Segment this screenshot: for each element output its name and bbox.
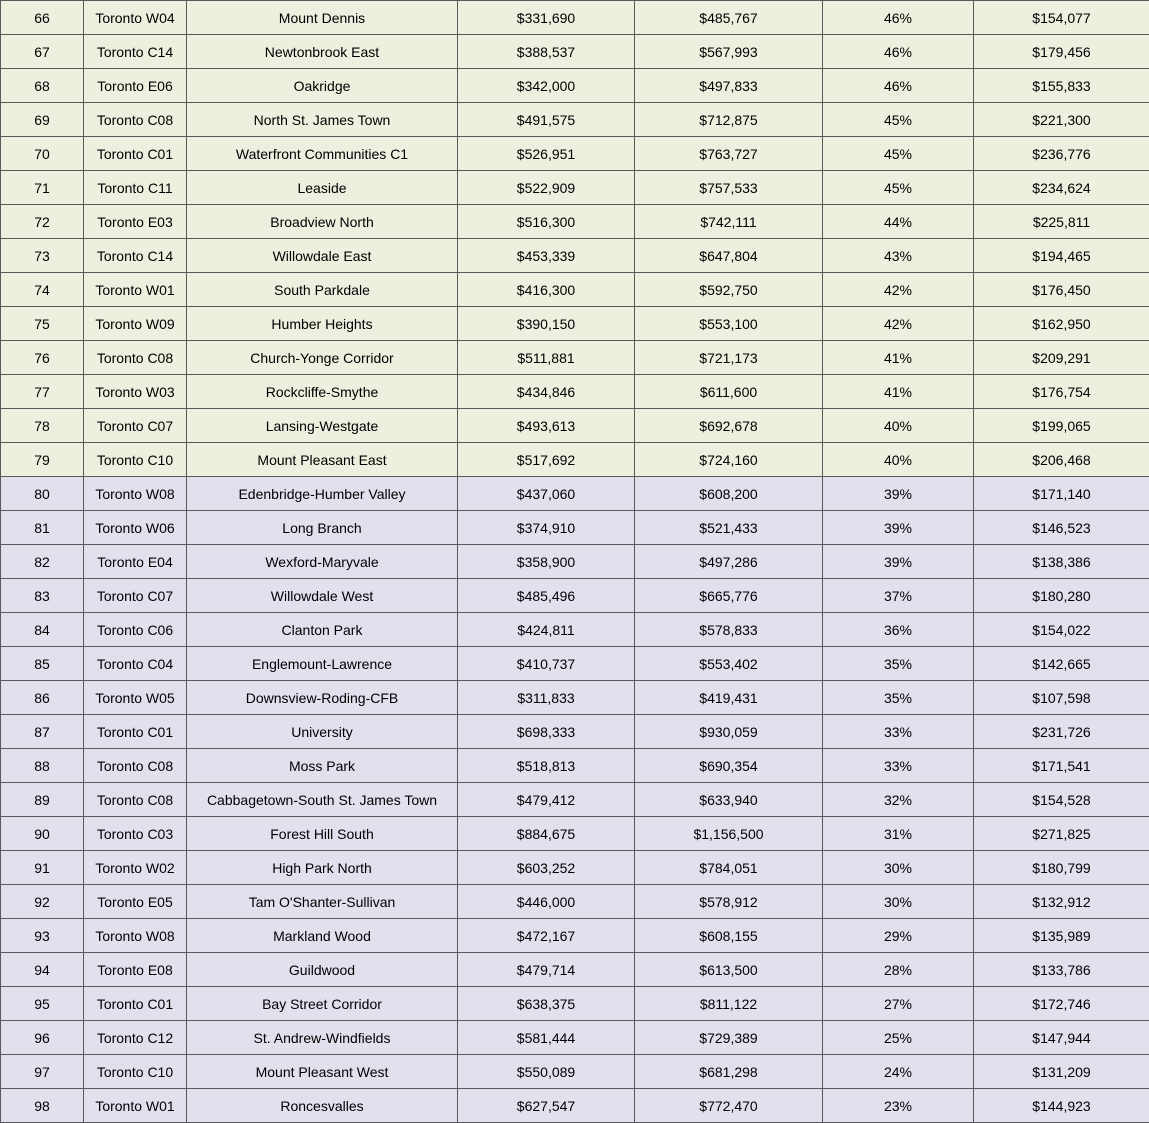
table-row bbox=[1, 341, 1149, 375]
percent-change-cell[interactable]: 45% bbox=[823, 171, 974, 205]
rank-cell[interactable]: 81 bbox=[1, 511, 84, 545]
district-cell[interactable]: Toronto W08 bbox=[84, 477, 187, 511]
district-cell[interactable]: Toronto E05 bbox=[84, 885, 187, 919]
table-row bbox=[1, 579, 1149, 613]
neighbourhood-cell[interactable]: Tam O'Shanter-Sullivan bbox=[187, 885, 458, 919]
percent-change-cell[interactable]: 43% bbox=[823, 239, 974, 273]
rank-cell[interactable]: 75 bbox=[1, 307, 84, 341]
price-b-cell[interactable]: $521,433 bbox=[635, 511, 823, 545]
table-row bbox=[1, 647, 1149, 681]
price-b-cell[interactable]: $485,767 bbox=[635, 1, 823, 35]
price-difference-cell[interactable]: $162,950 bbox=[974, 307, 1149, 341]
percent-change-cell[interactable]: 46% bbox=[823, 35, 974, 69]
percent-change-cell[interactable]: 45% bbox=[823, 137, 974, 171]
neighbourhood-cell[interactable]: Leaside bbox=[187, 171, 458, 205]
table-row bbox=[1, 987, 1149, 1021]
district-cell[interactable]: Toronto E04 bbox=[84, 545, 187, 579]
price-b-cell[interactable]: $724,160 bbox=[635, 443, 823, 477]
rank-cell[interactable]: 72 bbox=[1, 205, 84, 239]
neighbourhood-cell[interactable]: South Parkdale bbox=[187, 273, 458, 307]
district-cell[interactable]: Toronto W01 bbox=[84, 273, 187, 307]
rank-cell[interactable]: 92 bbox=[1, 885, 84, 919]
price-a-cell[interactable]: $416,300 bbox=[458, 273, 635, 307]
price-a-cell[interactable]: $453,339 bbox=[458, 239, 635, 273]
neighbourhood-cell[interactable]: Cabbagetown-South St. James Town bbox=[187, 783, 458, 817]
rank-cell[interactable]: 95 bbox=[1, 987, 84, 1021]
percent-change-cell[interactable]: 32% bbox=[823, 783, 974, 817]
percent-change-cell[interactable]: 29% bbox=[823, 919, 974, 953]
neighbourhood-cell[interactable]: Long Branch bbox=[187, 511, 458, 545]
price-b-cell[interactable]: $608,200 bbox=[635, 477, 823, 511]
price-difference-cell[interactable]: $179,456 bbox=[974, 35, 1149, 69]
neighbourhood-cell[interactable]: Markland Wood bbox=[187, 919, 458, 953]
table-row bbox=[1, 851, 1149, 885]
percent-change-cell[interactable]: 30% bbox=[823, 851, 974, 885]
percent-change-cell[interactable]: 33% bbox=[823, 749, 974, 783]
rank-cell[interactable]: 84 bbox=[1, 613, 84, 647]
price-a-cell[interactable]: $485,496 bbox=[458, 579, 635, 613]
price-b-cell[interactable]: $692,678 bbox=[635, 409, 823, 443]
price-b-cell[interactable]: $633,940 bbox=[635, 783, 823, 817]
price-a-cell[interactable]: $434,846 bbox=[458, 375, 635, 409]
percent-change-cell[interactable]: 40% bbox=[823, 409, 974, 443]
price-a-cell[interactable]: $526,951 bbox=[458, 137, 635, 171]
percent-change-cell[interactable]: 40% bbox=[823, 443, 974, 477]
table-row bbox=[1, 1055, 1149, 1089]
table-row bbox=[1, 545, 1149, 579]
price-difference-cell[interactable]: $176,450 bbox=[974, 273, 1149, 307]
neighbourhood-cell[interactable]: Moss Park bbox=[187, 749, 458, 783]
percent-change-cell[interactable]: 35% bbox=[823, 647, 974, 681]
percent-change-cell[interactable]: 37% bbox=[823, 579, 974, 613]
table-row bbox=[1, 953, 1149, 987]
price-b-cell[interactable]: $784,051 bbox=[635, 851, 823, 885]
neighbourhood-cell[interactable]: University bbox=[187, 715, 458, 749]
price-b-cell[interactable]: $497,833 bbox=[635, 69, 823, 103]
price-difference-cell[interactable]: $209,291 bbox=[974, 341, 1149, 375]
rank-cell[interactable]: 97 bbox=[1, 1055, 84, 1089]
price-difference-cell[interactable]: $133,786 bbox=[974, 953, 1149, 987]
price-b-cell[interactable]: $578,912 bbox=[635, 885, 823, 919]
table-row bbox=[1, 171, 1149, 205]
district-cell[interactable]: Toronto W09 bbox=[84, 307, 187, 341]
price-a-cell[interactable]: $446,000 bbox=[458, 885, 635, 919]
neighbourhood-cell[interactable]: Bay Street Corridor bbox=[187, 987, 458, 1021]
rank-cell[interactable]: 98 bbox=[1, 1089, 84, 1123]
district-cell[interactable]: Toronto E06 bbox=[84, 69, 187, 103]
price-difference-cell[interactable]: $194,465 bbox=[974, 239, 1149, 273]
rank-cell[interactable]: 83 bbox=[1, 579, 84, 613]
price-difference-cell[interactable]: $107,598 bbox=[974, 681, 1149, 715]
rank-cell[interactable]: 66 bbox=[1, 1, 84, 35]
price-a-cell[interactable]: $550,089 bbox=[458, 1055, 635, 1089]
neighbourhood-cell[interactable]: Wexford-Maryvale bbox=[187, 545, 458, 579]
price-b-cell[interactable]: $578,833 bbox=[635, 613, 823, 647]
rank-cell[interactable]: 69 bbox=[1, 103, 84, 137]
price-b-cell[interactable]: $690,354 bbox=[635, 749, 823, 783]
price-b-cell[interactable]: $742,111 bbox=[635, 205, 823, 239]
price-b-cell[interactable]: $712,875 bbox=[635, 103, 823, 137]
neighbourhood-cell[interactable]: Roncesvalles bbox=[187, 1089, 458, 1123]
price-difference-cell[interactable]: $154,528 bbox=[974, 783, 1149, 817]
price-a-cell[interactable]: $342,000 bbox=[458, 69, 635, 103]
price-b-cell[interactable]: $611,600 bbox=[635, 375, 823, 409]
table-row bbox=[1, 375, 1149, 409]
district-cell[interactable]: Toronto W04 bbox=[84, 1, 187, 35]
price-b-cell[interactable]: $613,500 bbox=[635, 953, 823, 987]
price-difference-cell[interactable]: $131,209 bbox=[974, 1055, 1149, 1089]
district-cell[interactable]: Toronto W02 bbox=[84, 851, 187, 885]
price-a-cell[interactable]: $603,252 bbox=[458, 851, 635, 885]
table-row bbox=[1, 919, 1149, 953]
neighbourhood-cell[interactable]: Oakridge bbox=[187, 69, 458, 103]
price-difference-cell[interactable]: $146,523 bbox=[974, 511, 1149, 545]
table-row bbox=[1, 783, 1149, 817]
neighbourhood-cell[interactable]: Church-Yonge Corridor bbox=[187, 341, 458, 375]
rank-cell[interactable]: 78 bbox=[1, 409, 84, 443]
percent-change-cell[interactable]: 41% bbox=[823, 375, 974, 409]
price-a-cell[interactable]: $390,150 bbox=[458, 307, 635, 341]
table-row bbox=[1, 205, 1149, 239]
rank-cell[interactable]: 88 bbox=[1, 749, 84, 783]
table-row bbox=[1, 35, 1149, 69]
price-b-cell[interactable]: $930,059 bbox=[635, 715, 823, 749]
price-difference-cell[interactable]: $138,386 bbox=[974, 545, 1149, 579]
table-row bbox=[1, 137, 1149, 171]
district-cell[interactable]: Toronto C14 bbox=[84, 35, 187, 69]
price-b-cell[interactable]: $729,389 bbox=[635, 1021, 823, 1055]
price-difference-cell[interactable]: $231,726 bbox=[974, 715, 1149, 749]
table-row bbox=[1, 1089, 1149, 1123]
price-a-cell[interactable]: $517,692 bbox=[458, 443, 635, 477]
price-difference-cell[interactable]: $176,754 bbox=[974, 375, 1149, 409]
rank-cell[interactable]: 77 bbox=[1, 375, 84, 409]
price-a-cell[interactable]: $472,167 bbox=[458, 919, 635, 953]
price-a-cell[interactable]: $424,811 bbox=[458, 613, 635, 647]
table-body bbox=[1, 1, 1149, 1123]
percent-change-cell[interactable]: 45% bbox=[823, 103, 974, 137]
price-difference-cell[interactable]: $155,833 bbox=[974, 69, 1149, 103]
price-b-cell[interactable]: $592,750 bbox=[635, 273, 823, 307]
neighbourhood-cell[interactable]: Humber Heights bbox=[187, 307, 458, 341]
district-cell[interactable]: Toronto C01 bbox=[84, 715, 187, 749]
district-cell[interactable]: Toronto C12 bbox=[84, 1021, 187, 1055]
district-cell[interactable]: Toronto C08 bbox=[84, 341, 187, 375]
price-b-cell[interactable]: $772,470 bbox=[635, 1089, 823, 1123]
rank-cell[interactable]: 71 bbox=[1, 171, 84, 205]
district-cell[interactable]: Toronto W05 bbox=[84, 681, 187, 715]
neighbourhood-cell[interactable]: High Park North bbox=[187, 851, 458, 885]
price-a-cell[interactable]: $638,375 bbox=[458, 987, 635, 1021]
district-cell[interactable]: Toronto C08 bbox=[84, 749, 187, 783]
table-row bbox=[1, 69, 1149, 103]
price-difference-cell[interactable]: $199,065 bbox=[974, 409, 1149, 443]
price-a-cell[interactable]: $331,690 bbox=[458, 1, 635, 35]
rank-cell[interactable]: 73 bbox=[1, 239, 84, 273]
neighbourhood-cell[interactable]: Englemount-Lawrence bbox=[187, 647, 458, 681]
price-difference-cell[interactable]: $147,944 bbox=[974, 1021, 1149, 1055]
price-difference-cell[interactable]: $234,624 bbox=[974, 171, 1149, 205]
table-row bbox=[1, 613, 1149, 647]
price-b-cell[interactable]: $553,100 bbox=[635, 307, 823, 341]
price-difference-cell[interactable]: $154,077 bbox=[974, 1, 1149, 35]
price-b-cell[interactable]: $763,727 bbox=[635, 137, 823, 171]
rank-cell[interactable]: 96 bbox=[1, 1021, 84, 1055]
district-cell[interactable]: Toronto C08 bbox=[84, 783, 187, 817]
price-a-cell[interactable]: $522,909 bbox=[458, 171, 635, 205]
neighbourhood-cell[interactable]: Newtonbrook East bbox=[187, 35, 458, 69]
price-difference-cell[interactable]: $154,022 bbox=[974, 613, 1149, 647]
percent-change-cell[interactable]: 28% bbox=[823, 953, 974, 987]
price-b-cell[interactable]: $665,776 bbox=[635, 579, 823, 613]
rank-cell[interactable]: 89 bbox=[1, 783, 84, 817]
percent-change-cell[interactable]: 46% bbox=[823, 69, 974, 103]
neighbourhood-cell[interactable]: Mount Dennis bbox=[187, 1, 458, 35]
neighbourhood-cell[interactable]: Clanton Park bbox=[187, 613, 458, 647]
percent-change-cell[interactable]: 36% bbox=[823, 613, 974, 647]
percent-change-cell[interactable]: 41% bbox=[823, 341, 974, 375]
price-a-cell[interactable]: $491,575 bbox=[458, 103, 635, 137]
district-cell[interactable]: Toronto W01 bbox=[84, 1089, 187, 1123]
table-row bbox=[1, 885, 1149, 919]
price-b-cell[interactable]: $647,804 bbox=[635, 239, 823, 273]
price-a-cell[interactable]: $516,300 bbox=[458, 205, 635, 239]
percent-change-cell[interactable]: 39% bbox=[823, 545, 974, 579]
rank-cell[interactable]: 68 bbox=[1, 69, 84, 103]
price-b-cell[interactable]: $497,286 bbox=[635, 545, 823, 579]
district-cell[interactable]: Toronto W03 bbox=[84, 375, 187, 409]
district-cell[interactable]: Toronto C08 bbox=[84, 103, 187, 137]
price-difference-cell[interactable]: $144,923 bbox=[974, 1089, 1149, 1123]
neighbourhood-cell[interactable]: St. Andrew-Windfields bbox=[187, 1021, 458, 1055]
district-cell[interactable]: Toronto C01 bbox=[84, 987, 187, 1021]
district-cell[interactable]: Toronto C14 bbox=[84, 239, 187, 273]
price-a-cell[interactable]: $493,613 bbox=[458, 409, 635, 443]
percent-change-cell[interactable]: 31% bbox=[823, 817, 974, 851]
district-cell[interactable]: Toronto C10 bbox=[84, 1055, 187, 1089]
table-row bbox=[1, 749, 1149, 783]
price-b-cell[interactable]: $811,122 bbox=[635, 987, 823, 1021]
district-cell[interactable]: Toronto C06 bbox=[84, 613, 187, 647]
price-b-cell[interactable]: $681,298 bbox=[635, 1055, 823, 1089]
price-a-cell[interactable]: $358,900 bbox=[458, 545, 635, 579]
rank-cell[interactable]: 90 bbox=[1, 817, 84, 851]
table-row bbox=[1, 1021, 1149, 1055]
neighbourhood-cell[interactable]: Lansing-Westgate bbox=[187, 409, 458, 443]
table-row bbox=[1, 511, 1149, 545]
price-difference-cell[interactable]: $132,912 bbox=[974, 885, 1149, 919]
rank-cell[interactable]: 86 bbox=[1, 681, 84, 715]
table-row bbox=[1, 103, 1149, 137]
price-a-cell[interactable]: $479,412 bbox=[458, 783, 635, 817]
price-a-cell[interactable]: $479,714 bbox=[458, 953, 635, 987]
price-a-cell[interactable]: $581,444 bbox=[458, 1021, 635, 1055]
price-difference-cell[interactable]: $171,541 bbox=[974, 749, 1149, 783]
rank-cell[interactable]: 85 bbox=[1, 647, 84, 681]
district-cell[interactable]: Toronto C10 bbox=[84, 443, 187, 477]
price-b-cell[interactable]: $419,431 bbox=[635, 681, 823, 715]
district-cell[interactable]: Toronto C03 bbox=[84, 817, 187, 851]
price-difference-cell[interactable]: $180,280 bbox=[974, 579, 1149, 613]
percent-change-cell[interactable]: 46% bbox=[823, 1, 974, 35]
neighbourhood-cell[interactable]: Guildwood bbox=[187, 953, 458, 987]
district-cell[interactable]: Toronto W06 bbox=[84, 511, 187, 545]
neighbourhood-cell[interactable]: Forest Hill South bbox=[187, 817, 458, 851]
table-row bbox=[1, 239, 1149, 273]
price-a-cell[interactable]: $698,333 bbox=[458, 715, 635, 749]
table-row bbox=[1, 307, 1149, 341]
price-difference-cell[interactable]: $180,799 bbox=[974, 851, 1149, 885]
rank-cell[interactable]: 67 bbox=[1, 35, 84, 69]
percent-change-cell[interactable]: 27% bbox=[823, 987, 974, 1021]
price-a-cell[interactable]: $311,833 bbox=[458, 681, 635, 715]
price-b-cell[interactable]: $721,173 bbox=[635, 341, 823, 375]
neighbourhood-cell[interactable]: Edenbridge-Humber Valley bbox=[187, 477, 458, 511]
district-cell[interactable]: Toronto E03 bbox=[84, 205, 187, 239]
price-a-cell[interactable]: $627,547 bbox=[458, 1089, 635, 1123]
rank-cell[interactable]: 94 bbox=[1, 953, 84, 987]
neighbourhood-cell[interactable]: Willowdale West bbox=[187, 579, 458, 613]
percent-change-cell[interactable]: 39% bbox=[823, 477, 974, 511]
district-cell[interactable]: Toronto C01 bbox=[84, 137, 187, 171]
neighbourhood-cell[interactable]: Broadview North bbox=[187, 205, 458, 239]
neighbourhood-cell[interactable]: Rockcliffe-Smythe bbox=[187, 375, 458, 409]
price-a-cell[interactable]: $374,910 bbox=[458, 511, 635, 545]
rank-cell[interactable]: 79 bbox=[1, 443, 84, 477]
price-difference-cell[interactable]: $172,746 bbox=[974, 987, 1149, 1021]
price-difference-cell[interactable]: $221,300 bbox=[974, 103, 1149, 137]
rank-cell[interactable]: 91 bbox=[1, 851, 84, 885]
percent-change-cell[interactable]: 44% bbox=[823, 205, 974, 239]
table-row bbox=[1, 273, 1149, 307]
district-cell[interactable]: Toronto C11 bbox=[84, 171, 187, 205]
neighbourhood-cell[interactable]: Downsview-Roding-CFB bbox=[187, 681, 458, 715]
price-b-cell[interactable]: $757,533 bbox=[635, 171, 823, 205]
percent-change-cell[interactable]: 24% bbox=[823, 1055, 974, 1089]
rank-cell[interactable]: 87 bbox=[1, 715, 84, 749]
price-difference-cell[interactable]: $236,776 bbox=[974, 137, 1149, 171]
price-b-cell[interactable]: $567,993 bbox=[635, 35, 823, 69]
rank-cell[interactable]: 70 bbox=[1, 137, 84, 171]
percent-change-cell[interactable]: 39% bbox=[823, 511, 974, 545]
price-a-cell[interactable]: $511,881 bbox=[458, 341, 635, 375]
district-cell[interactable]: Toronto E08 bbox=[84, 953, 187, 987]
rank-cell[interactable]: 82 bbox=[1, 545, 84, 579]
percent-change-cell[interactable]: 25% bbox=[823, 1021, 974, 1055]
price-a-cell[interactable]: $518,813 bbox=[458, 749, 635, 783]
price-a-cell[interactable]: $437,060 bbox=[458, 477, 635, 511]
percent-change-cell[interactable]: 23% bbox=[823, 1089, 974, 1123]
price-difference-cell[interactable]: $225,811 bbox=[974, 205, 1149, 239]
rank-cell[interactable]: 74 bbox=[1, 273, 84, 307]
table-row bbox=[1, 715, 1149, 749]
price-b-cell[interactable]: $608,155 bbox=[635, 919, 823, 953]
table-row bbox=[1, 817, 1149, 851]
price-a-cell[interactable]: $388,537 bbox=[458, 35, 635, 69]
percent-change-cell[interactable]: 33% bbox=[823, 715, 974, 749]
neighbourhood-cell[interactable]: Waterfront Communities C1 bbox=[187, 137, 458, 171]
price-difference-cell[interactable]: $142,665 bbox=[974, 647, 1149, 681]
price-b-cell[interactable]: $553,402 bbox=[635, 647, 823, 681]
district-cell[interactable]: Toronto C04 bbox=[84, 647, 187, 681]
table-row bbox=[1, 681, 1149, 715]
neighbourhood-cell[interactable]: Willowdale East bbox=[187, 239, 458, 273]
table-row bbox=[1, 443, 1149, 477]
price-difference-cell[interactable]: $206,468 bbox=[974, 443, 1149, 477]
district-cell[interactable]: Toronto W08 bbox=[84, 919, 187, 953]
district-cell[interactable]: Toronto C07 bbox=[84, 579, 187, 613]
neighbourhood-cell[interactable]: North St. James Town bbox=[187, 103, 458, 137]
neighbourhood-cell[interactable]: Mount Pleasant West bbox=[187, 1055, 458, 1089]
price-difference-cell[interactable]: $171,140 bbox=[974, 477, 1149, 511]
price-a-cell[interactable]: $884,675 bbox=[458, 817, 635, 851]
rank-cell[interactable]: 76 bbox=[1, 341, 84, 375]
table-row bbox=[1, 409, 1149, 443]
percent-change-cell[interactable]: 42% bbox=[823, 273, 974, 307]
district-cell[interactable]: Toronto C07 bbox=[84, 409, 187, 443]
price-difference-cell[interactable]: $135,989 bbox=[974, 919, 1149, 953]
price-difference-cell[interactable]: $271,825 bbox=[974, 817, 1149, 851]
percent-change-cell[interactable]: 30% bbox=[823, 885, 974, 919]
rank-cell[interactable]: 80 bbox=[1, 477, 84, 511]
rank-cell[interactable]: 93 bbox=[1, 919, 84, 953]
price-b-cell[interactable]: $1,156,500 bbox=[635, 817, 823, 851]
percent-change-cell[interactable]: 35% bbox=[823, 681, 974, 715]
price-a-cell[interactable]: $410,737 bbox=[458, 647, 635, 681]
percent-change-cell[interactable]: 42% bbox=[823, 307, 974, 341]
neighbourhood-cell[interactable]: Mount Pleasant East bbox=[187, 443, 458, 477]
table-row bbox=[1, 1, 1149, 35]
table-row bbox=[1, 477, 1149, 511]
